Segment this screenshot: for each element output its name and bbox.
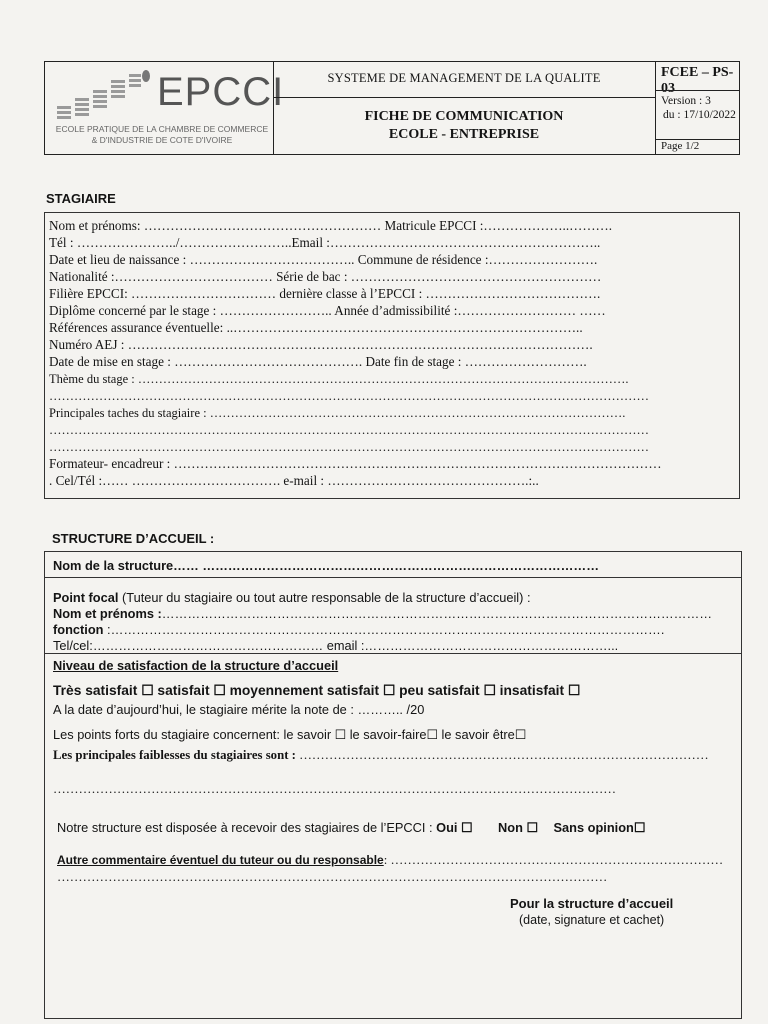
field-diplome-admissibilite[interactable]: Diplôme concerné par le stage : …………………….. Année d’admissibilité :……………………… ……: [49, 303, 606, 318]
form-title-line-1: FICHE DE COMMUNICATION: [364, 109, 564, 124]
sans-opinion-checkbox[interactable]: Sans opinion☐: [553, 820, 646, 835]
field-theme-stage[interactable]: Thème du stage : ……………………………………………………………………………………………………….: [49, 372, 629, 386]
dotted-line[interactable]: ………………………………………………………………………………………………………………………………: [49, 389, 649, 403]
logo-cell: [45, 62, 285, 154]
divider: [45, 577, 741, 578]
field-note[interactable]: A la date d’aujourd’hui, le stagiaire mérite la note de : ……….. /20: [53, 702, 425, 717]
logo-text: EPCCI: [157, 70, 285, 114]
field-nationalite-bac[interactable]: Nationalité :……………………………… Série de bac : …………………………………………………: [49, 269, 602, 284]
nom-prenoms-label: Nom et prénoms :: [53, 606, 162, 621]
field-naissance-commune[interactable]: Date et lieu de naissance : ……………………………….. Commune de résidence :…………………….: [49, 252, 598, 267]
point-focal-line: [53, 590, 729, 606]
page-number: Page 1/2: [661, 140, 700, 152]
logo-subtitle-1: ECOLE PRATIQUE DE LA CHAMBRE DE COMMERCE: [55, 124, 269, 134]
points-forts-checkboxes[interactable]: Les points forts du stagiaire concernent: le savoir ☐ le savoir-faire☐ le savoir être☐: [53, 727, 527, 742]
autre-dots: : ……………………………………………………………………: [383, 853, 724, 867]
field-nom-structure[interactable]: Nom de la structure…… …………………………………………………………………………………: [53, 558, 600, 573]
version: Version : 3: [661, 95, 711, 107]
disposition-line[interactable]: [57, 820, 733, 836]
field-autre-commentaire[interactable]: [57, 852, 733, 868]
dotted-line[interactable]: ………………………………………………………………………………………………………………………………: [49, 440, 649, 454]
section-title-stagiaire: STAGIAIRE: [46, 191, 116, 206]
field-assurance[interactable]: Références assurance éventuelle: ..……………………………………………………………………..: [49, 320, 583, 335]
field-dates-stage[interactable]: Date de mise en stage : ……………………………………. Date fin de stage : ……………………….: [49, 354, 587, 369]
field-nom-matricule[interactable]: Nom et prénoms: ……………………………………………… Matricule EPCCI :………………..……….: [49, 218, 613, 233]
niveau-satisfaction-title: Niveau de satisfaction de la structure d’accueil: [53, 658, 339, 673]
autre-commentaire-label: Autre commentaire éventuel du tuteur ou du responsable: [57, 853, 384, 867]
system-title: SYSTEME DE MANAGEMENT DE LA QUALITE: [327, 71, 601, 85]
disposition-text: Notre structure est disposée à recevoir des stagiaires de l’EPCCI :: [57, 820, 437, 835]
structure-box: [44, 551, 742, 1019]
fonction-label: fonction: [53, 622, 104, 637]
nom-prenoms-dots: …………………………………………………………………………………………………………………: [161, 606, 713, 621]
field-tel-email[interactable]: Tél : …………………../……………………..Email :……………………………………………………..: [49, 235, 601, 250]
title-cell: [273, 62, 656, 154]
logo-subtitle-2: & D'INDUSTRIE DE COTE D'IVOIRE: [91, 135, 233, 145]
epcci-logo-icon: [53, 68, 153, 122]
reference-cell: [655, 62, 739, 154]
satisfaction-checkboxes[interactable]: Très satisfait ☐ satisfait ☐ moyennement satisfait ☐ peu satisfait ☐ insatisfait ☐: [53, 683, 581, 698]
divider: [273, 97, 655, 98]
field-formateur-contact[interactable]: . Cel/Tél :…… ……………………………. e-mail : ……………………………………….:..: [49, 473, 539, 488]
oui-checkbox[interactable]: Oui ☐: [436, 820, 473, 835]
document-header: [44, 61, 740, 155]
field-faiblesses[interactable]: [53, 747, 729, 763]
divider: [45, 653, 741, 654]
dotted-line[interactable]: ……………………………………………………………………………………………………………………: [53, 782, 617, 796]
non-checkbox[interactable]: Non ☐: [498, 820, 538, 835]
point-focal-text: (Tuteur du stagiaire ou tout autre responsable de la structure d’accueil) :: [118, 590, 531, 605]
field-formateur[interactable]: Formateur- encadreur : …………………………………………………………………………………………………: [49, 456, 662, 471]
form-code: FCEE – PS-03: [661, 65, 734, 96]
section-title-structure: STRUCTURE D’ACCUEIL :: [52, 531, 215, 546]
signature-title: Pour la structure d’accueil: [510, 896, 674, 911]
field-tel-email-tuteur[interactable]: Tel/cel:……………………………………………… email :…………………………………………………...: [53, 638, 619, 653]
dotted-line[interactable]: ………………………………………………………………………………………………………………………………: [49, 423, 649, 437]
signature-subtitle: (date, signature et cachet): [519, 913, 665, 927]
point-focal-label: Point focal: [53, 590, 119, 605]
dotted-line[interactable]: …………………………………………………………………………………………………………………: [57, 870, 608, 884]
form-title-line-2: ECOLE - ENTREPRISE: [388, 127, 540, 142]
field-fonction[interactable]: [53, 622, 729, 638]
field-nom-prenoms-tuteur[interactable]: [53, 606, 729, 622]
field-taches[interactable]: Principales taches du stagiaire : ……………………………………………………………………………………….: [49, 406, 626, 420]
field-filiere-classe[interactable]: Filière EPCCI: …………………………… dernière classe à l’EPCCI : ………………………………….: [49, 286, 601, 301]
stagiaire-box: [44, 212, 740, 499]
faiblesses-label: Les principales faiblesses du stagiaires sont :: [53, 748, 296, 762]
fonction-dots: :………………………………………………………………………………………………………………….: [103, 622, 665, 637]
divider: [655, 90, 739, 91]
version-date: du : 17/10/2022: [663, 109, 736, 121]
faiblesses-dots: ……………………………………………………………………………………: [295, 748, 709, 762]
field-numero-aej[interactable]: Numéro AEJ : …………………………………………………………………………………………….: [49, 337, 593, 352]
